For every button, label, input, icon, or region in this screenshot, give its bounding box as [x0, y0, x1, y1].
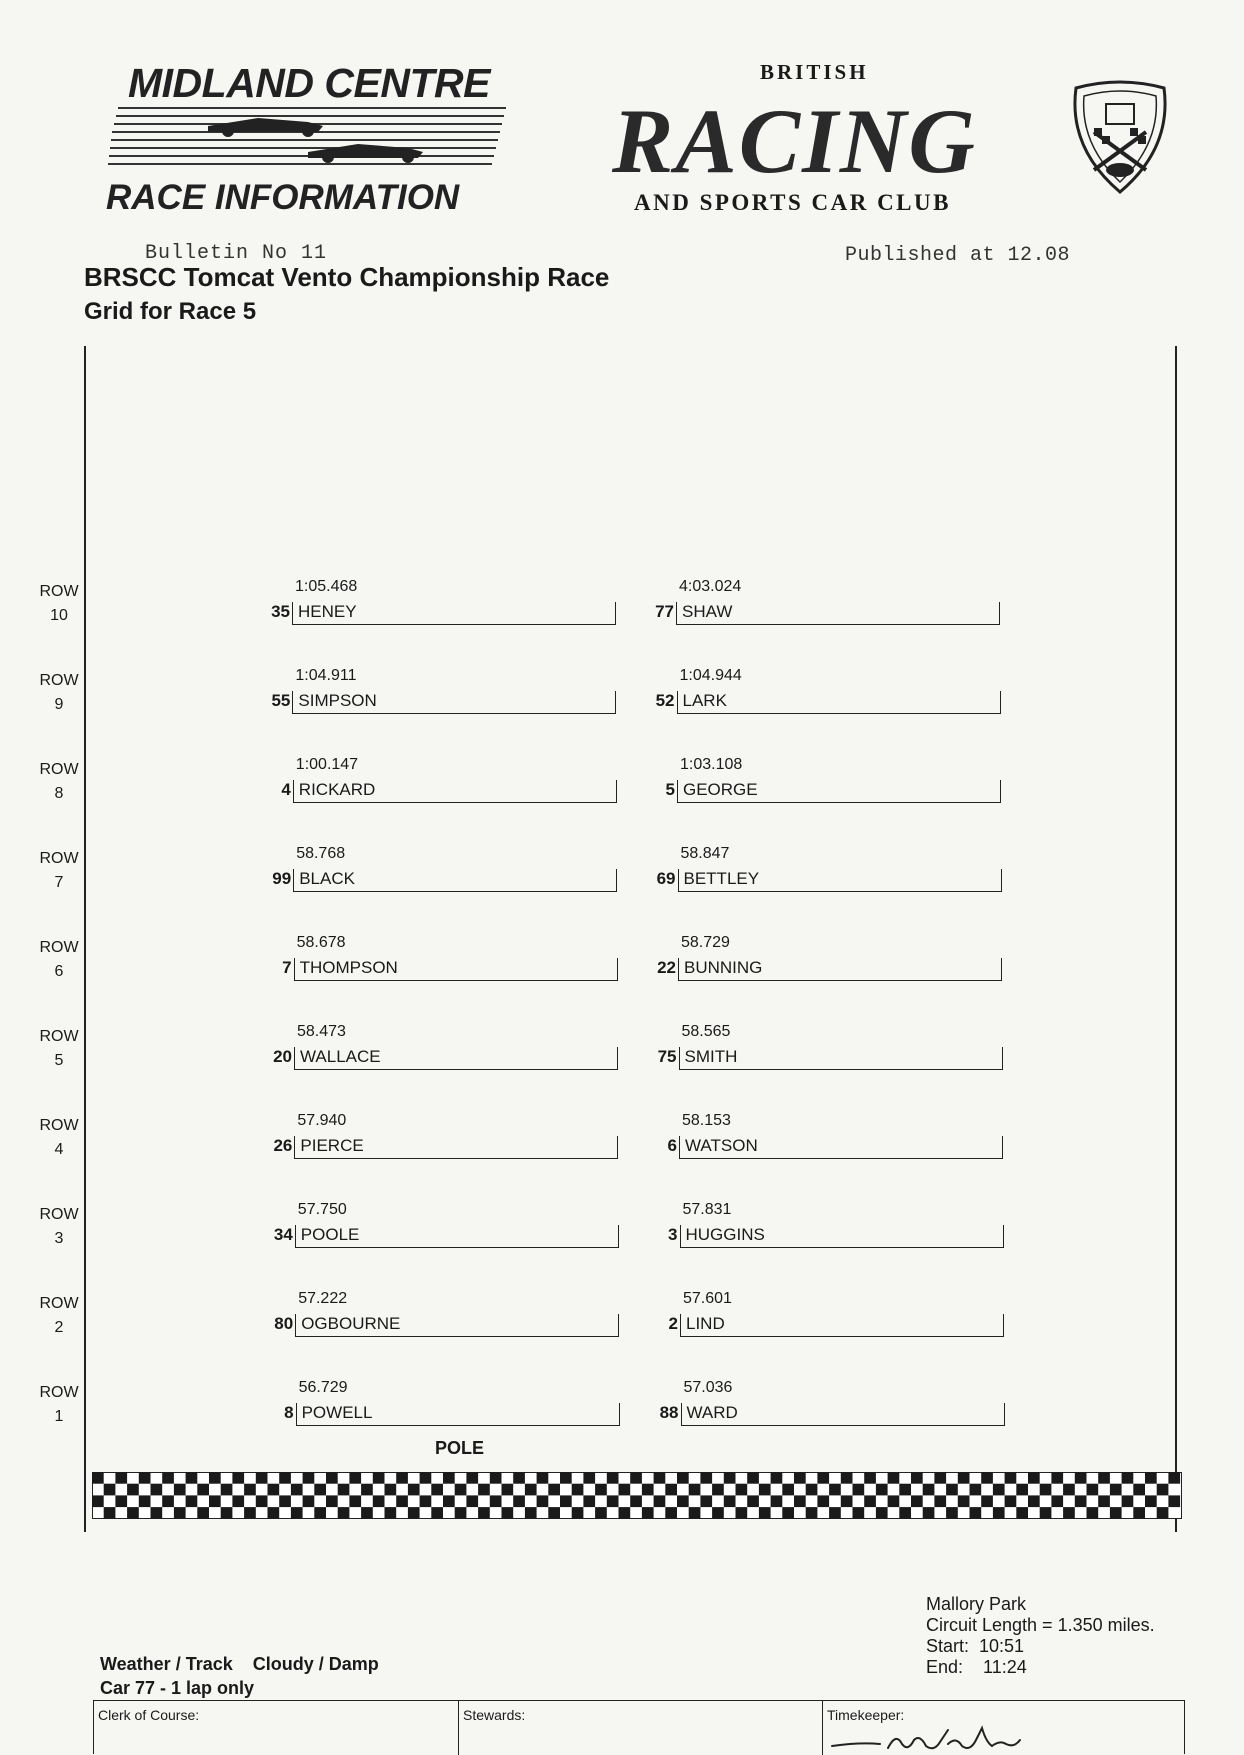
weather-track: Weather / Track Cloudy / Damp: [100, 1654, 379, 1674]
lap-time: 57.940: [297, 1112, 347, 1129]
car-number: 88: [659, 1403, 679, 1422]
grid-slot-right: [655, 1379, 1025, 1427]
timekeeper-signature: [830, 1722, 1040, 1754]
driver-name: BETTLEY: [683, 869, 760, 888]
driver-name: POWELL: [301, 1403, 373, 1422]
row-number: 7: [54, 874, 64, 891]
car-number: 7: [282, 958, 292, 977]
row-number: 5: [54, 1052, 64, 1069]
car-number: 4: [281, 780, 291, 799]
race-title: BRSCC Tomcat Vento Championship Race: [84, 262, 610, 292]
lap-time: 57.750: [297, 1201, 347, 1218]
stewards-label: Stewards:: [463, 1707, 526, 1723]
grid-slot-right: [654, 1201, 1024, 1249]
grid-slot-right: [650, 578, 1020, 626]
grid-right-border: [1175, 346, 1177, 1532]
car-number: 22: [657, 958, 676, 977]
row-label: [38, 580, 80, 628]
driver-name: BLACK: [299, 869, 355, 888]
lap-time: 56.729: [298, 1379, 348, 1396]
grid-slot-left: [269, 1290, 639, 1338]
grid-slot-left: [266, 578, 636, 626]
lap-time: 58.729: [681, 934, 730, 951]
grid-slot-left: [268, 934, 638, 982]
grid-slot-right: [653, 1023, 1023, 1071]
row-label: [38, 1025, 80, 1073]
car-number: 80: [274, 1314, 294, 1333]
pole-label: POLE: [435, 1438, 485, 1458]
row-label: [38, 1114, 80, 1162]
car-note: Car 77 - 1 lap only: [100, 1678, 255, 1698]
circuit-length: Circuit Length = 1.350 miles.: [926, 1615, 1155, 1635]
lap-time: 58.678: [296, 934, 346, 951]
row-label: [38, 847, 80, 895]
row-label-text: ROW: [39, 1295, 79, 1312]
driver-name: LARK: [682, 691, 727, 710]
grid-slot-left: [266, 667, 636, 715]
row-number: 9: [54, 696, 64, 713]
lap-time: 57.601: [683, 1290, 732, 1307]
driver-name: GEORGE: [683, 780, 758, 799]
row-label-text: ROW: [39, 939, 79, 956]
lap-time: 57.222: [298, 1290, 348, 1307]
timekeeper-label: Timekeeper:: [827, 1707, 905, 1723]
clerk-of-course-label: Clerk of Course:: [98, 1707, 200, 1723]
lap-time: 58.768: [296, 845, 346, 862]
start-time: Start: 10:51: [926, 1636, 1025, 1656]
row-label-text: ROW: [39, 1206, 79, 1223]
driver-name: WATSON: [685, 1136, 758, 1155]
car-number: 34: [273, 1225, 293, 1244]
car-number: 75: [657, 1047, 677, 1066]
grid-slot-right: [653, 1112, 1023, 1160]
driver-name: WALLACE: [300, 1047, 381, 1066]
row-number: 2: [54, 1319, 64, 1336]
driver-name: POOLE: [300, 1225, 360, 1244]
row-label-text: ROW: [39, 761, 79, 778]
driver-name: RICKARD: [298, 780, 376, 799]
car-number: 55: [271, 691, 291, 710]
driver-name: WARD: [686, 1403, 738, 1422]
grid-box: [680, 1314, 1004, 1337]
lap-time: 1:03.108: [680, 756, 743, 773]
brscc-shield-logo: [1068, 78, 1172, 196]
lap-time: 1:04.911: [295, 667, 357, 684]
clerk-of-course-cell: [94, 1701, 459, 1755]
row-label-text: ROW: [39, 1384, 79, 1401]
published-time: Published at 12.08: [845, 244, 1071, 267]
car-number: 8: [284, 1403, 294, 1422]
lap-time: 58.847: [680, 845, 730, 862]
driver-name: PIERCE: [300, 1136, 364, 1155]
grid-slot-left: [268, 1112, 638, 1160]
grid-slot-right: [654, 1290, 1024, 1338]
row-number: 4: [54, 1141, 64, 1158]
grid-slot-right: [652, 845, 1022, 893]
car-number: 52: [655, 691, 675, 710]
car-number: 77: [655, 602, 674, 621]
car-number: 35: [271, 602, 290, 621]
driver-name: SIMPSON: [298, 691, 377, 710]
car-number: 20: [273, 1047, 292, 1066]
lap-time: 58.473: [297, 1023, 346, 1040]
lap-time: 4:03.024: [679, 578, 742, 595]
driver-name: BUNNING: [684, 958, 763, 977]
midland-centre-title: MIDLAND CENTRE: [128, 60, 490, 106]
lap-time: 1:05.468: [295, 578, 358, 595]
row-label: [38, 758, 80, 806]
row-label-text: ROW: [39, 672, 79, 689]
row-label-text: ROW: [39, 850, 79, 867]
grid-subtitle: Grid for Race 5: [84, 298, 257, 325]
circuit-info: [926, 1594, 1155, 1678]
row-label-text: ROW: [39, 1028, 79, 1045]
driver-name: LIND: [686, 1314, 725, 1333]
grid-slot-right: [652, 934, 1022, 982]
brscc-club-text: AND SPORTS CAR CLUB: [634, 190, 951, 215]
brscc-british-text: BRITISH: [760, 60, 869, 84]
driver-name: THOMPSON: [299, 958, 398, 977]
row-number: 1: [54, 1408, 64, 1425]
grid-slot-left: [267, 845, 637, 893]
row-label-text: ROW: [39, 1117, 79, 1134]
driver-name: SHAW: [682, 602, 733, 621]
grid-slot-left: [270, 1379, 640, 1427]
row-label-text: ROW: [39, 583, 79, 600]
lap-time: 1:00.147: [295, 756, 359, 773]
race-cars-stripes-graphic: [108, 104, 506, 170]
lap-time: 1:04.944: [679, 667, 742, 684]
driver-name: HUGGINS: [685, 1225, 765, 1244]
car-number: 5: [665, 780, 675, 799]
grid-slot-right: [651, 667, 1021, 715]
car-number: 99: [272, 869, 292, 888]
car-number: 6: [667, 1136, 677, 1155]
car-number: 26: [273, 1136, 293, 1155]
end-time: End: 11:24: [926, 1657, 1027, 1677]
chequered-flag-band: [92, 1472, 1182, 1519]
grid-slot-left: [268, 1023, 638, 1071]
car-number: 3: [668, 1225, 678, 1244]
row-label: [38, 1203, 80, 1251]
grid-left-border: [84, 346, 86, 1532]
row-number: 3: [54, 1230, 64, 1247]
grid-slot-left: [269, 1201, 639, 1249]
row-label: [38, 1381, 80, 1429]
lap-time: 57.036: [683, 1379, 733, 1396]
row-label: [38, 936, 80, 984]
lap-time: 58.565: [681, 1023, 731, 1040]
row-number: 10: [50, 607, 68, 624]
row-number: 6: [54, 963, 64, 980]
stewards-cell: [459, 1701, 823, 1755]
driver-name: HENEY: [298, 602, 357, 621]
row-number: 8: [54, 785, 64, 802]
circuit-name: Mallory Park: [926, 1594, 1027, 1614]
lap-time: 57.831: [682, 1201, 732, 1218]
bulletin-number: Bulletin No 11: [145, 242, 328, 265]
car-number: 2: [668, 1314, 678, 1333]
car-number: 69: [656, 869, 676, 888]
driver-name: SMITH: [684, 1047, 738, 1066]
driver-name: OGBOURNE: [301, 1314, 401, 1333]
grid-slot-right: [651, 756, 1021, 804]
brscc-racing-logo-text: RACING: [612, 90, 977, 192]
row-label: [38, 669, 80, 717]
row-label: [38, 1292, 80, 1340]
race-information-subtitle: RACE INFORMATION: [106, 178, 460, 217]
grid-slot-left: [267, 756, 637, 804]
lap-time: 58.153: [682, 1112, 731, 1129]
